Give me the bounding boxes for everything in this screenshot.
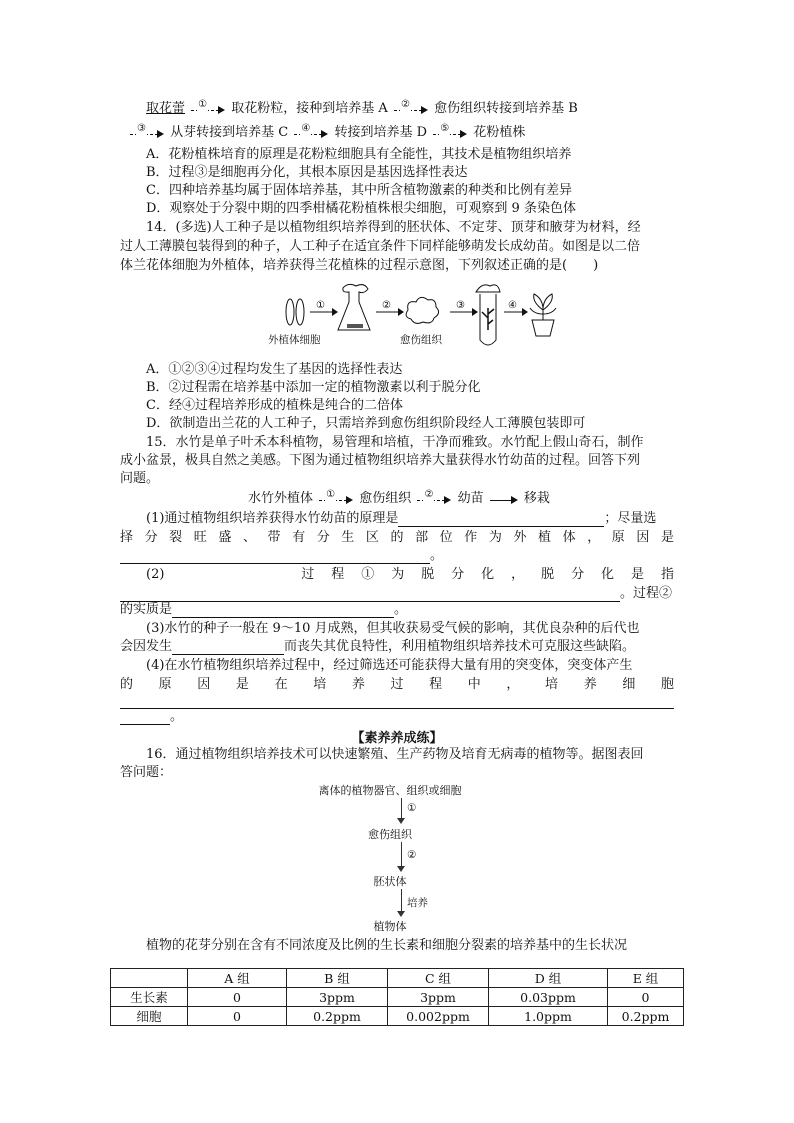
callus-icon	[406, 297, 438, 323]
down-arrow-icon	[401, 842, 402, 868]
q15-part4-line2: 的原因是在培养过程中，培养细胞	[120, 677, 674, 692]
table-cell: 细胞	[111, 1007, 188, 1026]
table-cell: 1.0ppm	[489, 1007, 608, 1026]
q16-flow-step0: 离体的植物器官、组织或细胞	[318, 784, 462, 797]
flow-step: 愈伤组织转接到培养基 B	[434, 101, 578, 116]
arrow-icon	[490, 492, 518, 506]
q15-stem-line2: 成小盆景，极具自然之美感。下图为通过植物组织培养大量获得水竹幼苗的过程。回答下列	[120, 453, 641, 468]
table-header-cell: A 组	[188, 969, 287, 988]
q14-option-d: D．欲制造出兰花的人工种子，只需培养到愈伤组织阶段经人工薄膜包装即可	[146, 416, 586, 431]
flow-step: 取花蕾	[146, 101, 186, 116]
flow-step: 水竹外植体	[248, 491, 314, 506]
answer-blank[interactable]	[398, 512, 604, 527]
q15-stem-line3: 问题。	[120, 471, 160, 486]
q16-flow-step3: 植物体	[373, 920, 407, 933]
q15-part1-line3: 。	[120, 547, 443, 564]
table-header-cell: E 组	[608, 969, 684, 988]
q15-part4-line1: (4)在水竹植物组织培养过程中，经过筛选还可能获得大量有用的突变体，突变体产生	[146, 658, 633, 673]
q16-table-caption: 植物的花芽分别在含有不同浓度及比例的生长素和细胞分裂素的培养基中的生长状况	[146, 938, 628, 953]
q16-flow-label3: 培养	[407, 897, 428, 909]
answer-blank[interactable]	[172, 640, 284, 655]
table-cell: 0.2ppm	[608, 1007, 684, 1026]
q16-flow-label2: ②	[407, 849, 417, 861]
table-cell: 0.2ppm	[287, 1007, 388, 1026]
q13-option-a: A．花粉植株培育的原理是花粉粒细胞具有全能性，其技术是植物组织培养	[146, 147, 572, 162]
table-row	[111, 988, 684, 1007]
q16-flow-label1: ①	[407, 802, 417, 814]
table-cell: 0	[188, 988, 287, 1007]
arrow-icon: ④	[294, 126, 328, 140]
explant-cell-icon	[296, 299, 304, 325]
arrow-icon: ①	[319, 492, 353, 506]
tissue-icon	[347, 324, 363, 328]
q13-option-d: D．观察处于分裂中期的四季柑橘花粉植株根尖细胞，可观察到 9 条染色体	[146, 201, 576, 216]
pot-icon	[532, 320, 554, 336]
down-arrow-icon	[397, 818, 405, 824]
arrow-icon	[472, 308, 478, 316]
arrow-icon	[398, 308, 404, 316]
down-arrow-icon	[401, 798, 402, 820]
down-arrow-icon	[397, 911, 405, 917]
arrow-icon	[522, 308, 528, 316]
down-arrow-icon	[401, 889, 402, 913]
table-header-cell: C 组	[388, 969, 489, 988]
orchid-icon	[530, 294, 556, 320]
flow-step: 从芽转接到培养基 C	[170, 125, 289, 140]
q15-part1-line1: (1)通过植物组织培养获得水竹幼苗的原理是 ；尽量选	[146, 511, 657, 526]
fig-step-4: ④	[508, 300, 517, 311]
flow-step: 取花粉粒，接种到培养基 A	[231, 101, 388, 116]
table-header-row	[111, 969, 684, 988]
fig-label-explant: 外植体细胞	[268, 334, 321, 346]
growth-table	[110, 968, 684, 1026]
q16-stem-line1: 16．通过植物组织培养技术可以快速繁殖、生产药物及培育无病毒的植物等。据图表回	[146, 747, 644, 762]
down-arrow-icon	[397, 866, 405, 872]
q15-part3-line2: 会因发生 而丧失其优良特性，利用植物组织培养技术可克服这些缺陷。	[120, 639, 636, 654]
section-heading: 【素养养成练】	[351, 731, 443, 746]
fig-label-callus: 愈伤组织	[400, 334, 442, 346]
table-cell: 3ppm	[287, 988, 388, 1007]
answer-blank[interactable]	[120, 549, 430, 564]
q14-stem-line1: 14．(多选)人工种子是以植物组织培养得到的胚状体、不定芽、顶芽和腋芽为材料，经	[146, 220, 641, 235]
table-row	[111, 1007, 684, 1026]
table-header-cell	[111, 969, 188, 988]
flask-icon	[338, 284, 370, 330]
fig-step-2: ②	[382, 300, 391, 311]
flow-step: 转接到培养基 D	[334, 125, 428, 140]
q14-option-c: C．经④过程培养形成的植株是纯合的二倍体	[146, 398, 403, 413]
q16-flow-step2: 胚状体	[373, 875, 407, 888]
table-header-cell: B 组	[287, 969, 388, 988]
q14-option-b: B．②过程需在培养基中添加一定的植物激素以利于脱分化	[146, 380, 481, 395]
arrow-icon: ⑤	[433, 126, 467, 140]
q15-part2-line3: 的实质是 。	[120, 602, 408, 617]
flow-step: 移栽	[523, 491, 550, 506]
q16-flow-step1: 愈伤组织	[368, 828, 412, 841]
fig-step-1: ①	[316, 300, 325, 311]
q15-part4-line3: 。	[120, 708, 183, 725]
q15-part1-line2: 择分裂旺盛、带有分生区的部位作为外植体，原因是	[120, 530, 674, 545]
arrow-icon: ②	[394, 102, 428, 116]
table-cell: 0	[188, 1007, 287, 1026]
table-cell: 0.03ppm	[489, 988, 608, 1007]
q13-flow-line2	[128, 124, 525, 141]
arrow-icon: ①	[191, 102, 225, 116]
tube-plug-icon	[476, 285, 500, 292]
answer-blank[interactable]	[120, 708, 674, 709]
q14-stem-line3: 体兰花体细胞为外植体，培养获得兰花植株的过程示意图，下列叙述正确的是( )	[120, 258, 599, 273]
q13-option-c: C．四种培养基均属于固体培养基，其中所含植物激素的种类和比例有差异	[146, 183, 572, 198]
q14-figure	[260, 280, 560, 350]
arrow-icon: ③	[130, 126, 164, 140]
q13-flow-line1	[146, 100, 578, 117]
q14-stem-line2: 过人工薄膜包装得到的种子，人工种子在适宜条件下同样能够萌发长成幼苗。如图是以二倍	[120, 239, 641, 254]
flow-step: 幼苗	[457, 491, 484, 506]
fig-step-3: ③	[456, 300, 465, 311]
q15-part2-line1: (2) 过程①为脱分化，脱分化是指	[146, 567, 674, 582]
table-cell: 0.002ppm	[388, 1007, 489, 1026]
answer-blank[interactable]	[120, 710, 170, 725]
q16-stem-line2: 答问题：	[120, 765, 173, 780]
answer-blank[interactable]	[172, 603, 394, 618]
answer-blank[interactable]	[120, 587, 620, 602]
table-cell: 0	[608, 988, 684, 1007]
explant-cell-icon	[286, 299, 294, 325]
q15-part2-line2: 。过程②	[120, 585, 672, 602]
q15-flow	[248, 490, 550, 507]
q15-stem-line1: 15．水竹是单子叶禾本科植物，易管理和培植，干净而雅致。水竹配上假山奇石，制作	[146, 435, 644, 450]
q14-option-a: A．①②③④过程均发生了基因的选择性表达	[146, 362, 403, 377]
q15-part3-line1: (3)水竹的种子一般在 9～10 月成熟，但其收获易受气候的影响，其优良杂种的后代也	[146, 621, 640, 636]
flow-step: 愈伤组织	[359, 491, 412, 506]
arrow-icon: ②	[417, 492, 451, 506]
table-cell: 生长素	[111, 988, 188, 1007]
table-cell: 3ppm	[388, 988, 489, 1007]
arrow-icon	[332, 308, 338, 316]
flow-step: 花粉植株	[473, 125, 526, 140]
q13-option-b: B．过程③是细胞再分化，其根本原因是基因选择性表达	[146, 165, 468, 180]
table-header-cell: D 组	[489, 969, 608, 988]
plantlet-icon	[482, 308, 494, 330]
